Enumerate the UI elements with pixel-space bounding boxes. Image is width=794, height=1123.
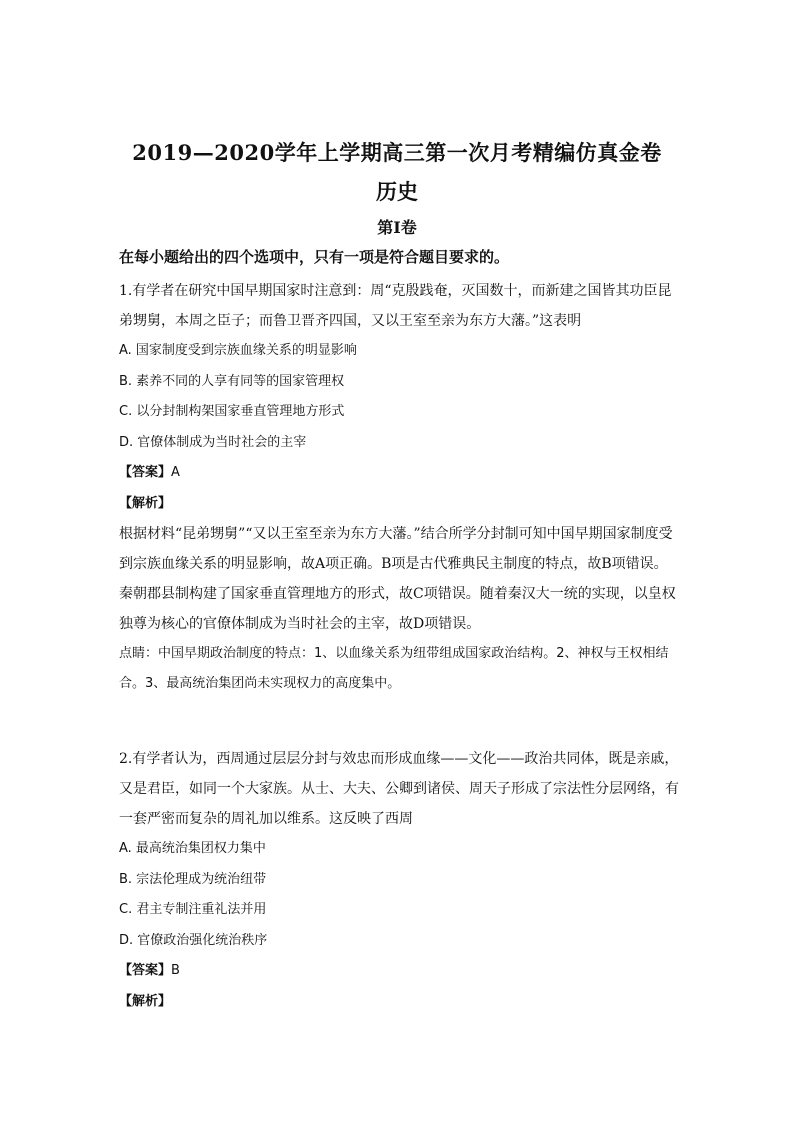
analysis-text: 根据材料“昆弟甥舅”“又以王室至亲为东方大藩。”结合所学分封制可知中国早期国家制度受到宗族血缘关系的明显影响，故A项正确。B项是古代雅典民主制度的特点，故B项错误。秦朝郡县制构建了国家垂直管理地方的形式，故C项错误。随着秦汉大一统的实现，以皇权独尊为核心的官僚体制成为当时社会的主宰，故D项错误。 xyxy=(119,526,676,632)
question-stem: 1.有学者在研究中国早期国家时注意到：周“克殷践奄，灭国数十，而新建之国皆其功臣昆弟甥舅，本周之臣子；而鲁卫晋齐四国，又以王室至亲为东方大藩。”这表明 xyxy=(119,283,672,329)
subject-heading: 历史 xyxy=(376,179,418,204)
answer-value: A xyxy=(171,465,180,480)
question-1 xyxy=(119,276,679,699)
document-title: 2019—2020学年上学期高三第一次月考精编仿真金卷 xyxy=(132,140,662,165)
answer-value: B xyxy=(171,963,180,978)
option-d: D. 官僚政治强化统治秩序 xyxy=(119,932,268,948)
question-stem: 2.有学者认为，西周通过层层分封与效忠而形成血缘——文化——政治共同体，既是亲戚，又是君臣，如同一个大家族。从士、大夫、公卿到诸侯、周天子形成了宗法性分层网络，有一套严密而复杂的周礼加以维系。这反映了西周 xyxy=(119,751,679,827)
option-d: D. 官僚体制成为当时社会的主宰 xyxy=(119,434,307,450)
option-a: A. 最高统治集团权力集中 xyxy=(119,841,266,856)
section-instruction: 在每小题给出的四个选项中，只有一项是符合题目要求的。 xyxy=(119,248,510,266)
answer-label: 【答案】 xyxy=(119,465,172,480)
answer-label: 【答案】 xyxy=(119,963,172,978)
analysis-label: 【解析】 xyxy=(119,495,172,511)
option-a: A. 国家制度受到宗族血缘关系的明显影响 xyxy=(119,343,357,358)
key-point-text: 点睛：中国早期政治制度的特点：1、以血缘关系为纽带组成国家政治结构。2、神权与王权相结合。3、最高统治集团尚未实现权力的高度集中。 xyxy=(119,646,669,691)
answer-line xyxy=(119,458,679,489)
answer-line xyxy=(119,956,679,987)
option-c: C. 君主专制注重礼法并用 xyxy=(119,902,267,917)
analysis-label: 【解析】 xyxy=(119,993,172,1009)
option-b: B. 宗法伦理成为统治纽带 xyxy=(119,871,267,887)
option-c: C. 以分封制构架国家垂直管理地方形式 xyxy=(119,404,345,419)
option-b: B. 素养不同的人享有同等的国家管理权 xyxy=(119,373,345,389)
question-2 xyxy=(119,744,679,1017)
volume-heading: 第Ⅰ卷 xyxy=(377,218,417,237)
